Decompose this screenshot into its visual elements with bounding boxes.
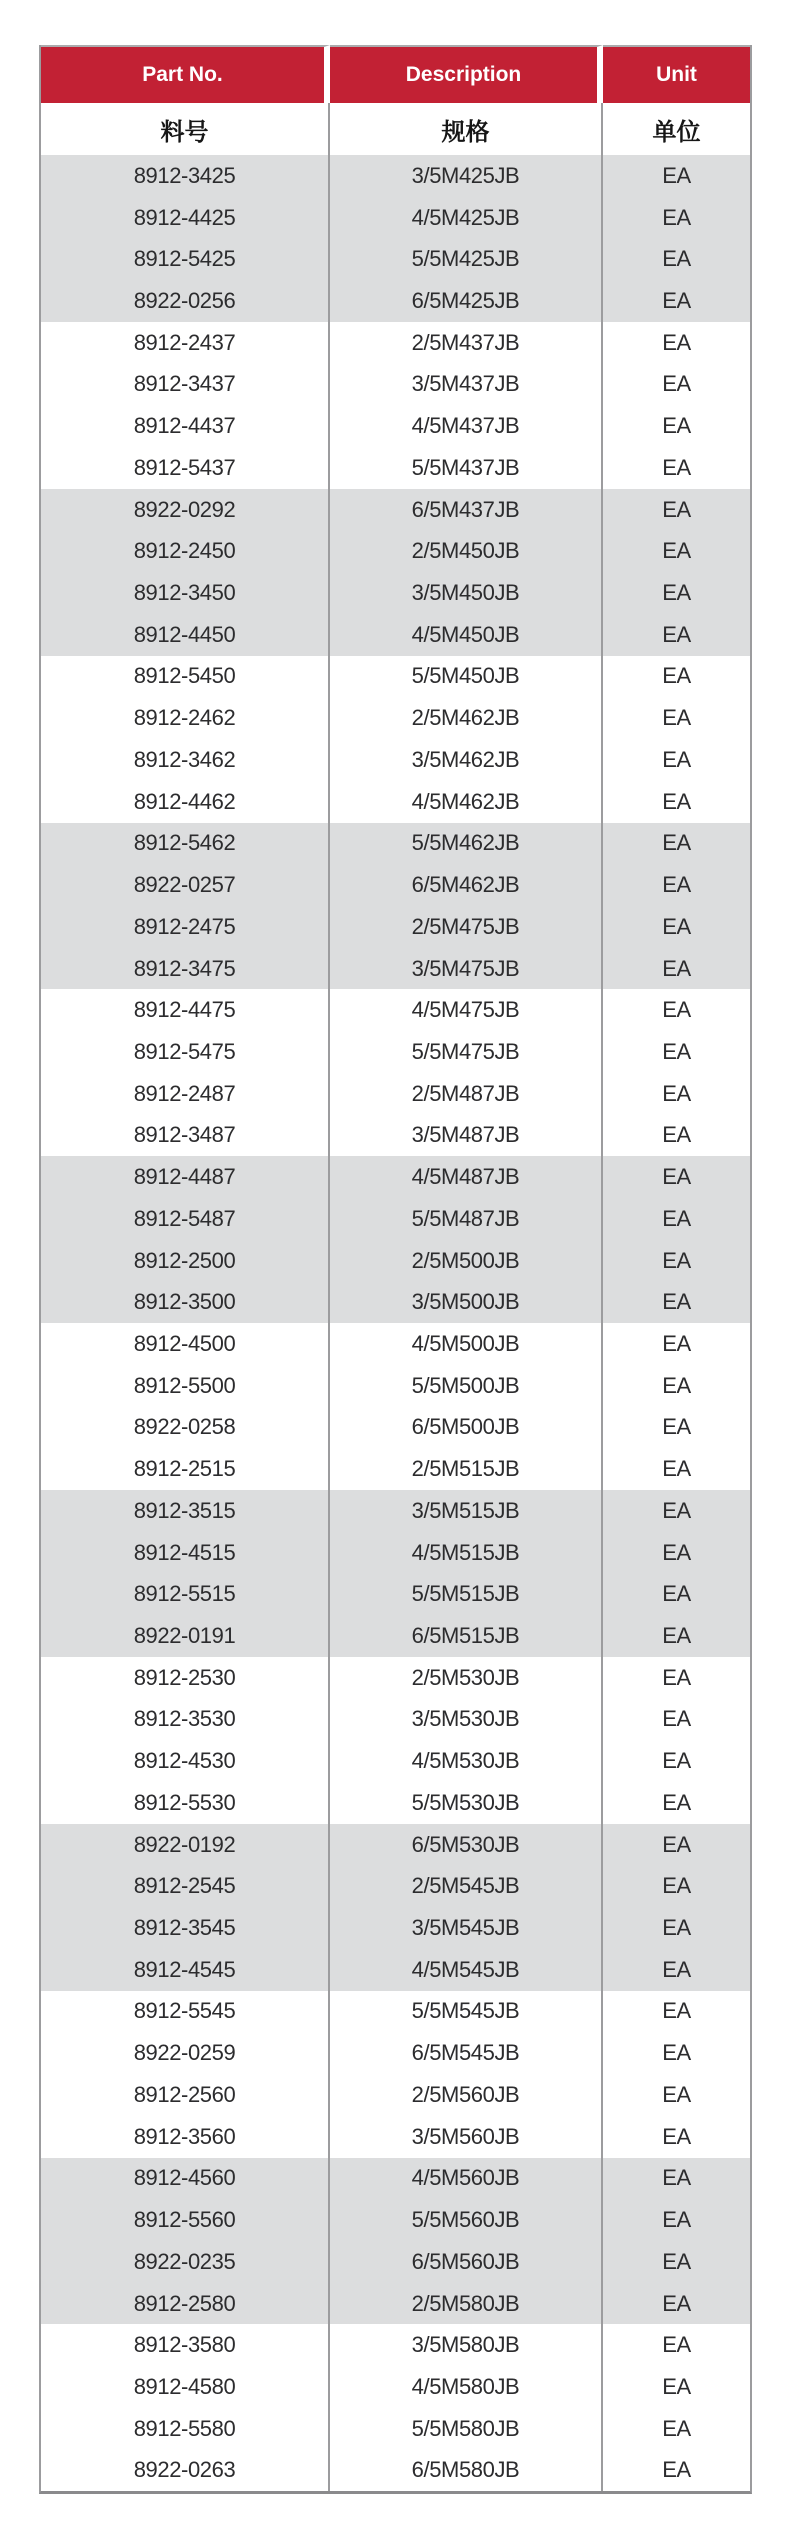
table-row (41, 1532, 750, 1574)
part-no-cell: 8912-4487 (41, 1156, 330, 1198)
part-no-cell: 8912-5515 (41, 1573, 330, 1615)
description-cell: 3/5M475JB (330, 948, 603, 990)
description-cell: 5/5M580JB (330, 2408, 603, 2450)
description-cell: 5/5M560JB (330, 2199, 603, 2241)
description-cell: 3/5M530JB (330, 1699, 603, 1741)
description-cell: 5/5M487JB (330, 1198, 603, 1240)
description-cell: 2/5M475JB (330, 906, 603, 948)
unit-cell: EA (603, 322, 750, 364)
unit-cell: EA (603, 1365, 750, 1407)
col-subheader-unit: 单位 (603, 103, 750, 155)
col-header-unit: Unit (603, 45, 750, 103)
table-row (41, 1490, 750, 1532)
part-no-cell: 8912-5530 (41, 1782, 330, 1824)
unit-cell: EA (603, 1490, 750, 1532)
unit-cell: EA (603, 1699, 750, 1741)
table-row (41, 614, 750, 656)
table-row (41, 1907, 750, 1949)
table-row (41, 864, 750, 906)
table-row (41, 781, 750, 823)
unit-cell: EA (603, 1407, 750, 1449)
part-no-cell: 8912-4437 (41, 405, 330, 447)
description-cell: 6/5M515JB (330, 1615, 603, 1657)
unit-cell: EA (603, 447, 750, 489)
unit-cell: EA (603, 2366, 750, 2408)
unit-cell: EA (603, 1991, 750, 2033)
part-no-cell: 8912-3425 (41, 155, 330, 197)
part-no-cell: 8912-4545 (41, 1949, 330, 1991)
table-row (41, 1782, 750, 1824)
description-cell: 2/5M580JB (330, 2283, 603, 2325)
part-no-cell: 8912-2475 (41, 906, 330, 948)
part-no-cell: 8912-3450 (41, 572, 330, 614)
unit-cell: EA (603, 2324, 750, 2366)
part-no-cell: 8922-0292 (41, 489, 330, 531)
table-row (41, 1740, 750, 1782)
part-no-cell: 8922-0191 (41, 1615, 330, 1657)
part-no-cell: 8912-4462 (41, 781, 330, 823)
part-no-cell: 8912-5475 (41, 1031, 330, 1073)
table-row (41, 1699, 750, 1741)
table-row (41, 572, 750, 614)
part-no-cell: 8912-3462 (41, 739, 330, 781)
part-no-cell: 8912-2500 (41, 1240, 330, 1282)
description-cell: 4/5M530JB (330, 1740, 603, 1782)
description-cell: 3/5M425JB (330, 155, 603, 197)
part-no-cell: 8912-5560 (41, 2199, 330, 2241)
description-cell: 2/5M487JB (330, 1073, 603, 1115)
table-row (41, 1198, 750, 1240)
description-cell: 4/5M462JB (330, 781, 603, 823)
part-no-cell: 8922-0257 (41, 864, 330, 906)
unit-cell: EA (603, 1156, 750, 1198)
table-row (41, 1407, 750, 1449)
description-cell: 3/5M560JB (330, 2116, 603, 2158)
unit-cell: EA (603, 1281, 750, 1323)
table-row (41, 489, 750, 531)
table-body (41, 155, 750, 2491)
table-row (41, 2158, 750, 2200)
parts-table (39, 45, 752, 2494)
unit-cell: EA (603, 989, 750, 1031)
description-cell: 2/5M437JB (330, 322, 603, 364)
unit-cell: EA (603, 2408, 750, 2450)
description-cell: 2/5M450JB (330, 530, 603, 572)
description-cell: 5/5M515JB (330, 1573, 603, 1615)
description-cell: 3/5M545JB (330, 1907, 603, 1949)
part-no-cell: 8912-4475 (41, 989, 330, 1031)
table-row (41, 2032, 750, 2074)
part-no-cell: 8912-4425 (41, 197, 330, 239)
description-cell: 4/5M475JB (330, 989, 603, 1031)
part-no-cell: 8912-3500 (41, 1281, 330, 1323)
table-row (41, 280, 750, 322)
table-row (41, 1323, 750, 1365)
description-cell: 2/5M530JB (330, 1657, 603, 1699)
unit-cell: EA (603, 238, 750, 280)
description-cell: 6/5M545JB (330, 2032, 603, 2074)
description-cell: 5/5M500JB (330, 1365, 603, 1407)
table-row (41, 1156, 750, 1198)
part-no-cell: 8912-3437 (41, 364, 330, 406)
table-row (41, 2450, 750, 2492)
part-no-cell: 8912-2515 (41, 1448, 330, 1490)
part-no-cell: 8912-2437 (41, 322, 330, 364)
description-cell: 6/5M462JB (330, 864, 603, 906)
table-row (41, 2366, 750, 2408)
unit-cell: EA (603, 1073, 750, 1115)
table-row (41, 823, 750, 865)
description-cell: 3/5M487JB (330, 1115, 603, 1157)
description-cell: 6/5M530JB (330, 1824, 603, 1866)
table-row (41, 530, 750, 572)
description-cell: 6/5M500JB (330, 1407, 603, 1449)
unit-cell: EA (603, 1865, 750, 1907)
table-row (41, 1991, 750, 2033)
unit-cell: EA (603, 948, 750, 990)
description-cell: 3/5M515JB (330, 1490, 603, 1532)
unit-cell: EA (603, 280, 750, 322)
col-subheader-part-no: 料号 (41, 103, 330, 155)
part-no-cell: 8922-0259 (41, 2032, 330, 2074)
unit-cell: EA (603, 405, 750, 447)
description-cell: 2/5M560JB (330, 2074, 603, 2116)
unit-cell: EA (603, 1907, 750, 1949)
part-no-cell: 8912-5500 (41, 1365, 330, 1407)
table-row (41, 989, 750, 1031)
part-no-cell: 8922-0235 (41, 2241, 330, 2283)
table-row (41, 2116, 750, 2158)
table-row (41, 1573, 750, 1615)
unit-cell: EA (603, 781, 750, 823)
table-header-row (41, 45, 750, 103)
unit-cell: EA (603, 1198, 750, 1240)
unit-cell: EA (603, 2283, 750, 2325)
table-row (41, 1657, 750, 1699)
table-row (41, 364, 750, 406)
part-no-cell: 8912-4500 (41, 1323, 330, 1365)
part-no-cell: 8912-2560 (41, 2074, 330, 2116)
unit-cell: EA (603, 2032, 750, 2074)
unit-cell: EA (603, 739, 750, 781)
description-cell: 6/5M425JB (330, 280, 603, 322)
description-cell: 4/5M580JB (330, 2366, 603, 2408)
part-no-cell: 8912-4450 (41, 614, 330, 656)
part-no-cell: 8912-5462 (41, 823, 330, 865)
description-cell: 4/5M545JB (330, 1949, 603, 1991)
part-no-cell: 8912-4580 (41, 2366, 330, 2408)
unit-cell: EA (603, 656, 750, 698)
part-no-cell: 8912-3560 (41, 2116, 330, 2158)
part-no-cell: 8912-5545 (41, 1991, 330, 2033)
part-no-cell: 8912-2487 (41, 1073, 330, 1115)
table-row (41, 447, 750, 489)
description-cell: 3/5M580JB (330, 2324, 603, 2366)
table-row (41, 1115, 750, 1157)
table-row (41, 906, 750, 948)
table-row (41, 197, 750, 239)
part-no-cell: 8922-0192 (41, 1824, 330, 1866)
table-row (41, 2324, 750, 2366)
table-row (41, 1865, 750, 1907)
unit-cell: EA (603, 1240, 750, 1282)
part-no-cell: 8912-2530 (41, 1657, 330, 1699)
unit-cell: EA (603, 697, 750, 739)
part-no-cell: 8912-5425 (41, 238, 330, 280)
description-cell: 5/5M530JB (330, 1782, 603, 1824)
description-cell: 6/5M437JB (330, 489, 603, 531)
unit-cell: EA (603, 1323, 750, 1365)
part-no-cell: 8912-2545 (41, 1865, 330, 1907)
col-header-part-no: Part No. (41, 45, 330, 103)
table-row (41, 1281, 750, 1323)
unit-cell: EA (603, 1115, 750, 1157)
unit-cell: EA (603, 2116, 750, 2158)
part-no-cell: 8912-3475 (41, 948, 330, 990)
unit-cell: EA (603, 2450, 750, 2492)
unit-cell: EA (603, 1448, 750, 1490)
unit-cell: EA (603, 2158, 750, 2200)
unit-cell: EA (603, 1657, 750, 1699)
unit-cell: EA (603, 1532, 750, 1574)
unit-cell: EA (603, 1615, 750, 1657)
col-header-description: Description (330, 45, 603, 103)
part-no-cell: 8912-5450 (41, 656, 330, 698)
table-row (41, 1949, 750, 1991)
table-row (41, 739, 750, 781)
description-cell: 2/5M462JB (330, 697, 603, 739)
description-cell: 4/5M425JB (330, 197, 603, 239)
col-subheader-description: 规格 (330, 103, 603, 155)
unit-cell: EA (603, 906, 750, 948)
table-row (41, 1615, 750, 1657)
part-no-cell: 8912-2580 (41, 2283, 330, 2325)
part-no-cell: 8922-0263 (41, 2450, 330, 2492)
part-no-cell: 8912-4515 (41, 1532, 330, 1574)
table-row (41, 2074, 750, 2116)
table-row (41, 697, 750, 739)
unit-cell: EA (603, 2199, 750, 2241)
description-cell: 4/5M437JB (330, 405, 603, 447)
part-no-cell: 8912-5487 (41, 1198, 330, 1240)
table-row (41, 238, 750, 280)
table-row (41, 1240, 750, 1282)
part-no-cell: 8912-3580 (41, 2324, 330, 2366)
table-row (41, 2199, 750, 2241)
unit-cell: EA (603, 364, 750, 406)
table-row (41, 322, 750, 364)
unit-cell: EA (603, 1740, 750, 1782)
description-cell: 3/5M437JB (330, 364, 603, 406)
description-cell: 3/5M450JB (330, 572, 603, 614)
table-row (41, 405, 750, 447)
unit-cell: EA (603, 572, 750, 614)
unit-cell: EA (603, 614, 750, 656)
unit-cell: EA (603, 1031, 750, 1073)
table-row (41, 1031, 750, 1073)
description-cell: 3/5M500JB (330, 1281, 603, 1323)
description-cell: 5/5M545JB (330, 1991, 603, 2033)
table-subheader-row (41, 103, 750, 155)
table-row (41, 2241, 750, 2283)
table-row (41, 2283, 750, 2325)
description-cell: 5/5M450JB (330, 656, 603, 698)
part-no-cell: 8912-3545 (41, 1907, 330, 1949)
table-row (41, 948, 750, 990)
table-row (41, 2408, 750, 2450)
table-row (41, 155, 750, 197)
part-no-cell: 8912-2450 (41, 530, 330, 572)
part-no-cell: 8912-4530 (41, 1740, 330, 1782)
unit-cell: EA (603, 823, 750, 865)
description-cell: 6/5M560JB (330, 2241, 603, 2283)
unit-cell: EA (603, 1824, 750, 1866)
part-no-cell: 8912-3530 (41, 1699, 330, 1741)
description-cell: 2/5M545JB (330, 1865, 603, 1907)
description-cell: 3/5M462JB (330, 739, 603, 781)
table-row (41, 1365, 750, 1407)
part-no-cell: 8912-4560 (41, 2158, 330, 2200)
table-row (41, 656, 750, 698)
table-row (41, 1448, 750, 1490)
part-no-cell: 8922-0258 (41, 1407, 330, 1449)
description-cell: 4/5M487JB (330, 1156, 603, 1198)
unit-cell: EA (603, 2241, 750, 2283)
description-cell: 4/5M515JB (330, 1532, 603, 1574)
part-no-cell: 8912-5437 (41, 447, 330, 489)
unit-cell: EA (603, 864, 750, 906)
description-cell: 6/5M580JB (330, 2450, 603, 2492)
part-no-cell: 8912-2462 (41, 697, 330, 739)
description-cell: 4/5M450JB (330, 614, 603, 656)
unit-cell: EA (603, 197, 750, 239)
description-cell: 5/5M475JB (330, 1031, 603, 1073)
description-cell: 5/5M437JB (330, 447, 603, 489)
description-cell: 2/5M515JB (330, 1448, 603, 1490)
description-cell: 2/5M500JB (330, 1240, 603, 1282)
description-cell: 5/5M462JB (330, 823, 603, 865)
unit-cell: EA (603, 1949, 750, 1991)
part-no-cell: 8912-3515 (41, 1490, 330, 1532)
unit-cell: EA (603, 530, 750, 572)
table-row (41, 1073, 750, 1115)
unit-cell: EA (603, 2074, 750, 2116)
unit-cell: EA (603, 155, 750, 197)
table-row (41, 1824, 750, 1866)
description-cell: 4/5M560JB (330, 2158, 603, 2200)
description-cell: 5/5M425JB (330, 238, 603, 280)
description-cell: 4/5M500JB (330, 1323, 603, 1365)
unit-cell: EA (603, 489, 750, 531)
unit-cell: EA (603, 1782, 750, 1824)
part-no-cell: 8912-5580 (41, 2408, 330, 2450)
part-no-cell: 8912-3487 (41, 1115, 330, 1157)
unit-cell: EA (603, 1573, 750, 1615)
part-no-cell: 8922-0256 (41, 280, 330, 322)
